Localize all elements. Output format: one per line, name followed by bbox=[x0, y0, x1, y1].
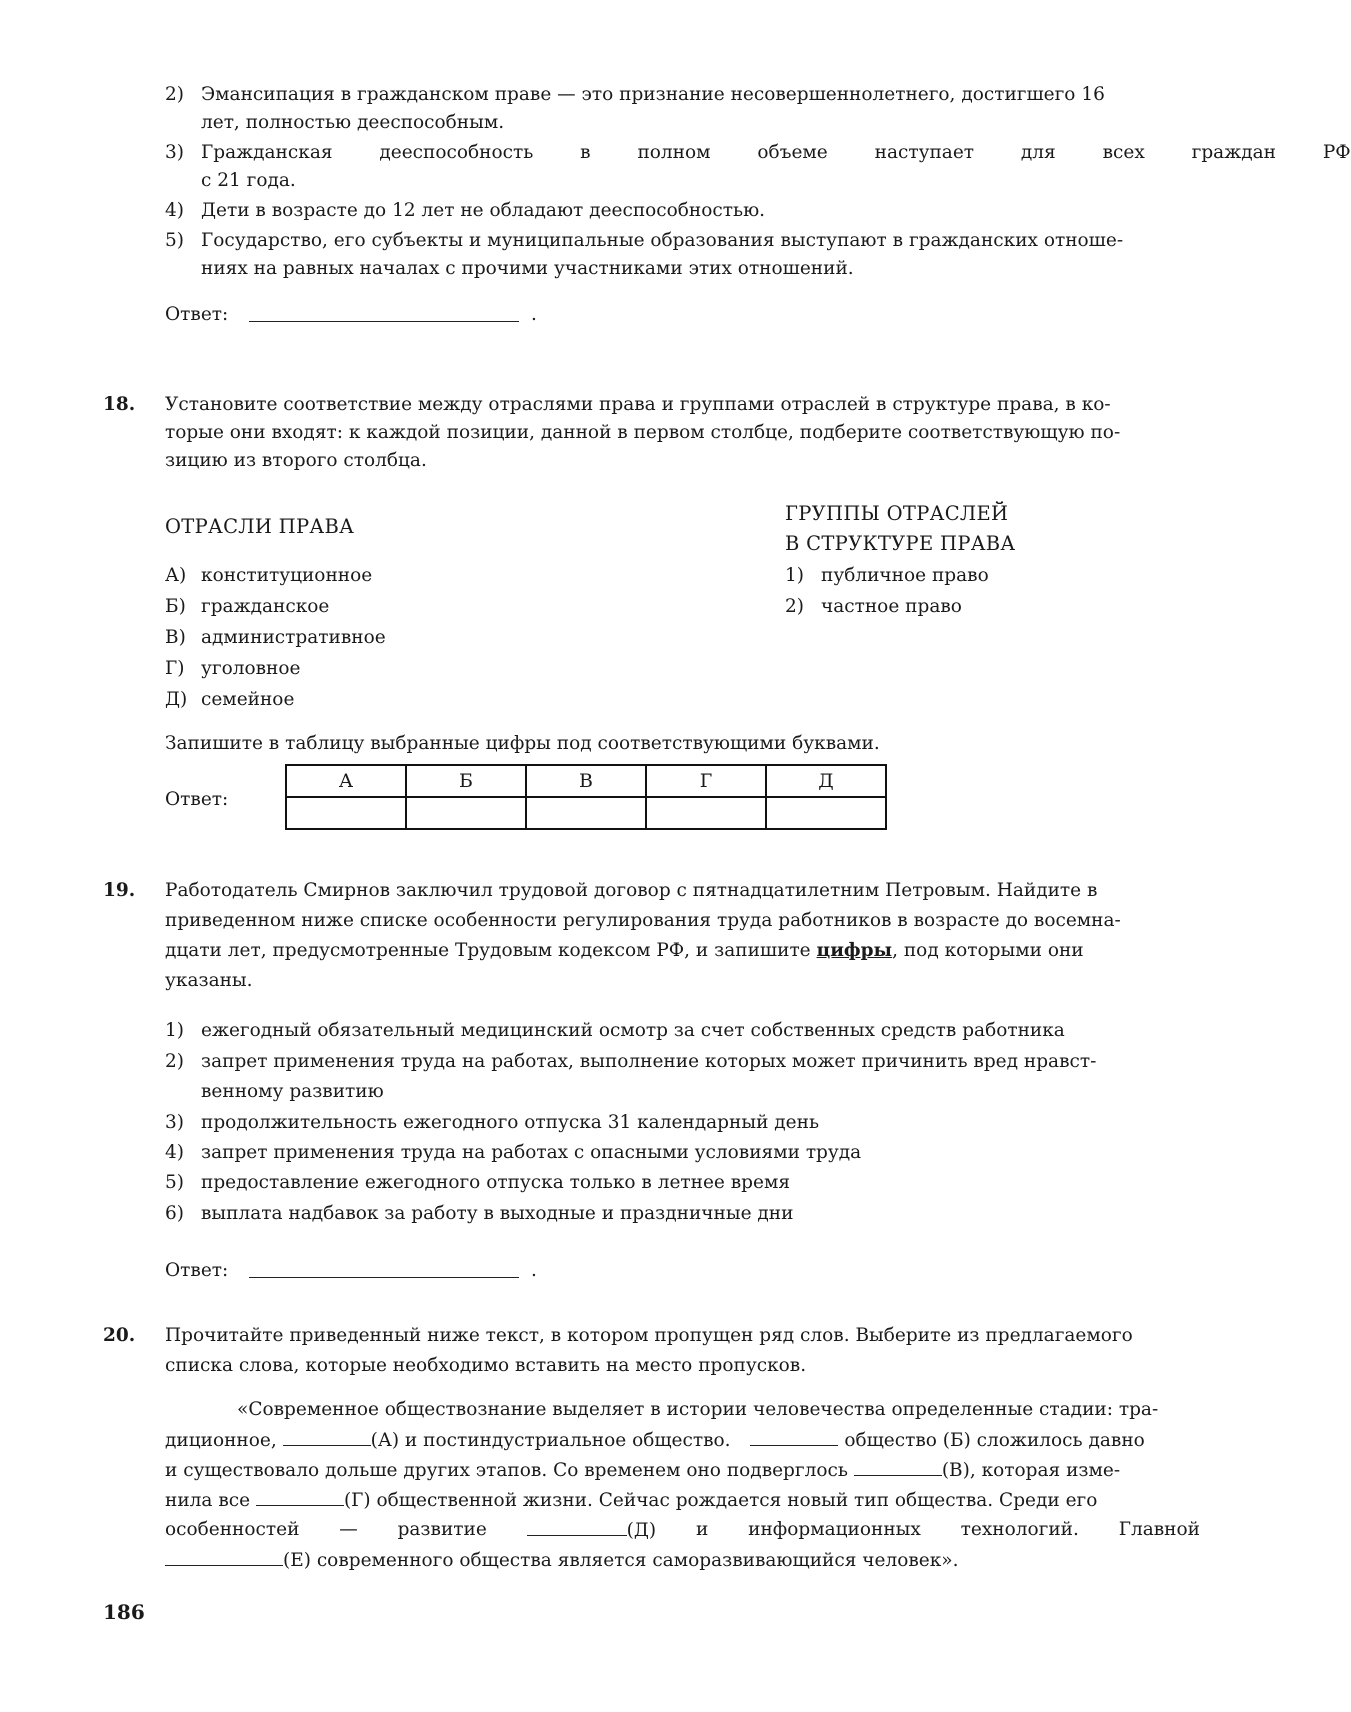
list-item: 1) публичное право bbox=[785, 565, 989, 586]
gap-blank[interactable] bbox=[854, 1457, 942, 1476]
question-number: 20. bbox=[103, 1325, 136, 1346]
document-page: 2) Эмансипация в гражданском праве — это признание несовершеннолетнего, достигшего 16 лет, полностью дееспособным. 3) Гражданская дееспособность в полном объеме наступает для всех граждан РФ с 21 года. 4) Дети в возрасте до 12 лет не обладают дееспособностью. 5) Государство, его субъекты и муниципальные образования выступают в гражданских отноше- ниях на равных началах с прочими участниками этих отношений. Ответ: . 18. Установите соответствие между отраслями права и группами отраслей в структуре права, в ко- торые они входят: к каждой позиции, данной в первом столбце, подберите соответствующую по- зицию из второго столбца. ОТРАСЛИ ПРАВА ГРУППЫ ОТРАСЛЕЙ В СТРУКТУРЕ ПРАВА А) конституционное Б) гражданское В) административное Г) уголовное Д) семейное 1) публичное право 2) частное право Запишите в таблицу выбранные цифры под соответствующими буквами. Ответ: А Б В Г Д 19. Работодатель Смирнов заключил трудовой договор с пятнадцатилетним Петровым. Найдите в приведенном ниже списке особенности регулирования труда работников в возрасте до восемна- дцати лет, предусмотренные Трудовым кодексом РФ, и запишите цифры, под которыми они указаны. 1) ежегодный обязательный медицинский осмотр за счет собственных средств работника 2) запрет применения труда на работах, выполнение которых может причинить вред нравст- венному развитию 3) продолжительность ежегодного отпуска 31 календарный день 4) запрет применения труда на работах с опасными условиями труда 5) предоставление ежегодного отпуска только в летнее время 6) выплата надбавок за работу в выходные и праздничные дни Ответ: . 20. Прочитайте приведенный ниже текст, в котором пропущен ряд слов. Выберите из предлагаемого списка слова, которые необходимо вставить на место пропусков. «Современное обществознание выделяет в истории человечества определенные стадии: тра- диционное, (А) и постиндустриальное общество. общество (Б) сложилось давно и существовало дольше других этапов. Со временем оно подверглось (В), которая изме- нила все (Г) общественной жизни. Сейчас рождается новый тип общества. Среди его особенностей — развитие (Д) и информационных технологий. Главной (Е) современного общества является саморазвивающийся человек». 186 bbox=[103, 84, 1351, 1624]
list-item: 4) Дети в возрасте до 12 лет не обладают дееспособностью. bbox=[165, 200, 766, 221]
answer-cell[interactable] bbox=[406, 797, 526, 829]
list-item: В) административное bbox=[165, 627, 386, 648]
question-number: 19. bbox=[103, 880, 136, 901]
question-number: 18. bbox=[103, 394, 136, 415]
q18-answer bbox=[165, 764, 1200, 834]
gap-blank[interactable] bbox=[750, 1427, 838, 1446]
list-item: Б) гражданское bbox=[165, 596, 330, 617]
table-header: В bbox=[526, 765, 646, 797]
answer-label: Ответ: bbox=[165, 1260, 229, 1281]
table-instruction: Запишите в таблицу выбранные цифры под соответствующими буквами. bbox=[165, 733, 880, 754]
answer-cell[interactable] bbox=[526, 797, 646, 829]
list-item: Д) семейное bbox=[165, 689, 295, 710]
answer-cell[interactable] bbox=[646, 797, 766, 829]
table-header: Г bbox=[646, 765, 766, 797]
right-column-heading: ГРУППЫ ОТРАСЛЕЙ bbox=[785, 502, 1009, 525]
gap-blank[interactable] bbox=[165, 1547, 283, 1566]
table-header: А bbox=[286, 765, 406, 797]
gap-blank[interactable] bbox=[256, 1487, 344, 1506]
page-number: 186 bbox=[103, 1600, 145, 1624]
list-item: 6) выплата надбавок за работу в выходные и праздничные дни bbox=[165, 1203, 794, 1224]
list-item: 4) запрет применения труда на работах с опасными условиями труда bbox=[165, 1142, 862, 1163]
table-header: Д bbox=[766, 765, 886, 797]
table-header: Б bbox=[406, 765, 526, 797]
answer-label: Ответ: bbox=[165, 789, 229, 810]
list-item: 5) предоставление ежегодного отпуска только в летнее время bbox=[165, 1172, 791, 1193]
list-item: 3) Гражданская дееспособность в полном объеме наступает для всех граждан РФ bbox=[165, 142, 1351, 163]
gap-blank[interactable] bbox=[527, 1517, 627, 1536]
list-item: 2) запрет применения труда на работах, выполнение которых может причинить вред нравст- bbox=[165, 1051, 1097, 1072]
right-column-heading: В СТРУКТУРЕ ПРАВА bbox=[785, 532, 1016, 555]
list-item: 2) Эмансипация в гражданском праве — это признание несовершеннолетнего, достигшего 16 bbox=[165, 84, 1105, 105]
answer-row[interactable]: Ответ: . bbox=[165, 304, 537, 325]
left-column-heading: ОТРАСЛИ ПРАВА bbox=[165, 515, 355, 538]
list-item: 5) Государство, его субъекты и муниципальные образования выступают в гражданских отноше- bbox=[165, 230, 1124, 251]
list-item: А) конституционное bbox=[165, 565, 373, 586]
list-item: 2) частное право bbox=[785, 596, 962, 617]
answer-row[interactable]: Ответ: . bbox=[165, 1260, 537, 1281]
list-item: Г) уголовное bbox=[165, 658, 301, 679]
answer-cell[interactable] bbox=[286, 797, 406, 829]
answer-table bbox=[285, 764, 887, 830]
answer-label: Ответ: bbox=[165, 304, 229, 325]
gap-blank[interactable] bbox=[283, 1427, 371, 1446]
answer-cell[interactable] bbox=[766, 797, 886, 829]
list-item: 1) ежегодный обязательный медицинский осмотр за счет собственных средств работника bbox=[165, 1020, 1065, 1041]
emphasis-digits: цифры bbox=[816, 940, 893, 961]
answer-field[interactable] bbox=[249, 1277, 519, 1278]
list-item: 3) продолжительность ежегодного отпуска 31 календарный день bbox=[165, 1112, 820, 1133]
answer-field[interactable] bbox=[249, 321, 519, 322]
